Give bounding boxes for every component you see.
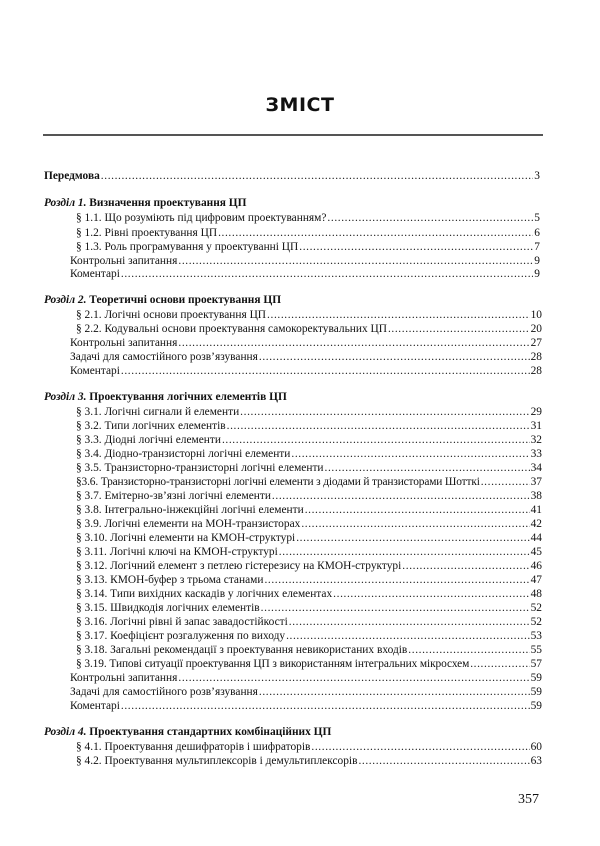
dot-leader [267,309,530,321]
toc-entry-text: § 2.1. Логічні основи проектування ЦП [76,309,267,321]
dot-leader [388,323,530,335]
toc-entry [76,616,542,628]
section-label: Розділ 3. [44,391,87,403]
toc-entry-text: Коментарі [70,268,120,280]
toc-entry [76,462,542,474]
toc-entry-page: 55 [530,644,542,656]
toc-entry [76,309,542,321]
toc-entry [76,546,542,558]
toc-entry-page: 9 [534,255,540,267]
section-label: Розділ 1. [44,197,87,209]
dot-leader [358,755,529,767]
toc-entry-text: § 1.1. Що розуміють під цифровим проектуванням? [76,212,327,224]
page-number: 357 [518,792,539,807]
toc-entry-text: § 3.3. Діодні логічні елементи [76,434,221,446]
toc-entry-page: 41 [530,504,542,516]
toc-entry-text: § 3.17. Коефіцієнт розгалуження по виходу [76,630,286,642]
dot-leader [299,241,533,253]
dot-leader [402,560,529,572]
dot-leader [327,212,533,224]
toc-entry-page: 37 [530,476,542,488]
toc-entry [76,323,542,335]
section-title: Теоретичні основи проектування ЦП [89,294,282,306]
toc-entry-text: § 3.1. Логічні сигнали й елементи [76,406,240,418]
toc-entry [70,672,542,684]
toc-entry-page: 28 [530,365,542,377]
dot-leader [289,616,530,628]
toc-entry-text: § 3.19. Типові ситуації проектування ЦП з використанням інтегральних мікросхем [76,658,470,670]
toc-entry-page: 60 [530,741,542,753]
dot-leader [259,351,530,363]
section-heading-4 [44,726,331,738]
dot-leader [325,462,530,474]
toc-entry-page: 5 [534,212,540,224]
toc-entry [76,434,542,446]
section-title: Проектування логічних елементів ЦП [89,391,287,403]
toc-entry-page: 53 [530,630,542,642]
toc-entry [76,630,542,642]
toc-entry [76,476,542,488]
toc-entry-page: 34 [530,462,542,474]
toc-entry-text: § 3.16. Логічні рівні й запас завадостійкості [76,616,288,628]
dot-leader [286,630,530,642]
dot-leader [261,602,530,614]
toc-entry-text: § 3.10. Логічні елементи на КМОН-структурі [76,532,296,544]
toc-entry [70,255,540,267]
toc-entry-text: Контрольні запитання [70,255,178,267]
dot-leader [121,268,533,280]
toc-entry-page: 31 [530,420,542,432]
toc-entry-text: § 3.5. Транзисторно-транзисторні логічні елементи [76,462,324,474]
toc-entry-page: 63 [530,755,542,767]
toc-entry-text: § 3.15. Швидкодія логічних елементів [76,602,260,614]
toc-entry-text: § 4.1. Проектування дешифраторів і шифраторів [76,741,311,753]
toc-entry-page: 52 [530,602,542,614]
section-label: Розділ 4. [44,726,87,738]
dot-leader [296,532,529,544]
toc-entry [76,574,542,586]
section-label: Розділ 2. [44,294,87,306]
toc-entry-text: § 1.3. Роль програмування у проектуванні ЦП [76,241,299,253]
toc-entry-page: 59 [530,672,542,684]
toc-entry [70,700,542,712]
toc-entry-page: 10 [530,309,542,321]
toc-entry-text: Передмова [44,170,100,182]
toc-entry-text: § 3.18. Загальні рекомендації з проектування невикористаних входів [76,644,408,656]
toc-entry-page: 45 [530,546,542,558]
toc-entry-page: 33 [530,448,542,460]
toc-entry-page: 3 [534,170,540,182]
dot-leader [121,365,530,377]
toc-entry [76,588,542,600]
toc-entry-text: § 3.7. Емітерно-зв’язні логічні елементи [76,490,271,502]
toc-entry-text: § 3.9. Логічні елементи на МОН-транзисторах [76,518,301,530]
toc-entry-page: 59 [530,700,542,712]
toc-entry-page: 38 [530,490,542,502]
dot-leader [333,588,529,600]
dot-leader [481,476,530,488]
section-heading-2 [44,294,281,306]
toc-entry [76,518,542,530]
toc-entry-page: 7 [534,241,540,253]
toc-entry-text: § 3.8. Інтегрально-інжекційні логічні елементи [76,504,304,516]
toc-entry-page: 48 [530,588,542,600]
toc-entry-page: 52 [530,616,542,628]
toc-entry [76,420,542,432]
toc-entry [76,741,542,753]
dot-leader [121,700,530,712]
toc-entry-page: 57 [530,658,542,670]
dot-leader [259,686,530,698]
toc-entry [76,602,542,614]
toc-entry [76,755,542,767]
toc-entry [76,532,542,544]
toc-entry-page: 20 [530,323,542,335]
toc-entry-text: Коментарі [70,700,120,712]
toc-entry [76,212,540,224]
page-title: ЗМІСТ [265,94,335,116]
toc-entry-text: Контрольні запитання [70,337,178,349]
dot-leader [408,644,529,656]
toc-entry-text: § 2.2. Кодувальні основи проектування самокоректувальних ЦП [76,323,387,335]
dot-leader [227,420,530,432]
toc-entry-page: 42 [530,518,542,530]
section-title: Проектування стандартних комбінаційних ЦП [89,726,332,738]
dot-leader [301,518,529,530]
toc-entry-text: § 3.2. Типи логічних елементів [76,420,226,432]
toc-entry-page: 29 [530,406,542,418]
toc-entry-text: Задачі для самостійного розв’язування [70,351,258,363]
toc-entry-page: 9 [534,268,540,280]
toc-entry-text: § 3.4. Діодно-транзисторні логічні елементи [76,448,291,460]
dot-leader [279,546,530,558]
toc-entry-page: 46 [530,560,542,572]
toc-entry [70,686,542,698]
dot-leader [178,337,529,349]
toc-entry-page: 28 [530,351,542,363]
toc-entry-intro [44,170,540,182]
toc-entry [76,448,542,460]
toc-entry-page: 32 [530,434,542,446]
dot-leader [264,574,529,586]
section-heading-3 [44,391,287,403]
section-title: Визначення проектування ЦП [89,197,247,209]
toc-entry-page: 47 [530,574,542,586]
toc-entry-text: § 3.11. Логічні ключі на КМОН-структурі [76,546,278,558]
section-heading-1 [44,197,247,209]
toc-entry-page: 59 [530,686,542,698]
dot-leader [218,227,533,239]
dot-leader [101,170,533,182]
dot-leader [240,406,529,418]
toc-entry [76,560,542,572]
title-divider [43,134,543,136]
dot-leader [305,504,530,516]
dot-leader [470,658,529,670]
toc-entry [70,351,542,363]
toc-entry [76,406,542,418]
dot-leader [272,490,530,502]
toc-entry [76,490,542,502]
toc-entry [70,268,540,280]
toc-entry-text: Коментарі [70,365,120,377]
toc-entry-text: § 3.14. Типи вихідних каскадів у логічних елементах [76,588,333,600]
dot-leader [311,741,529,753]
dot-leader [178,672,529,684]
toc-entry [76,241,540,253]
toc-entry [76,658,542,670]
toc-entry-text: § 3.12. Логічний елемент з петлею гістерезису на КМОН-структурі [76,560,402,572]
toc-entry-text: Задачі для самостійного розв’язування [70,686,258,698]
toc-entry [70,337,542,349]
toc-entry-text: Контрольні запитання [70,672,178,684]
dot-leader [178,255,533,267]
toc-entry [76,644,542,656]
dot-leader [222,434,530,446]
toc-entry [70,365,542,377]
toc-entry [76,504,542,516]
toc-entry-page: 27 [530,337,542,349]
toc-entry [76,227,540,239]
toc-entry-text: §3.6. Транзисторно-транзисторні логічні елементи з діодами й транзисторами Шотткі [76,476,480,488]
toc-entry-text: § 1.2. Рівні проектування ЦП [76,227,218,239]
dot-leader [291,448,529,460]
toc-entry-text: § 3.13. КМОН-буфер з трьома станами [76,574,264,586]
toc-entry-page: 44 [530,532,542,544]
toc-entry-text: § 4.2. Проектування мультиплексорів і демультиплексорів [76,755,358,767]
toc-entry-page: 6 [534,227,540,239]
